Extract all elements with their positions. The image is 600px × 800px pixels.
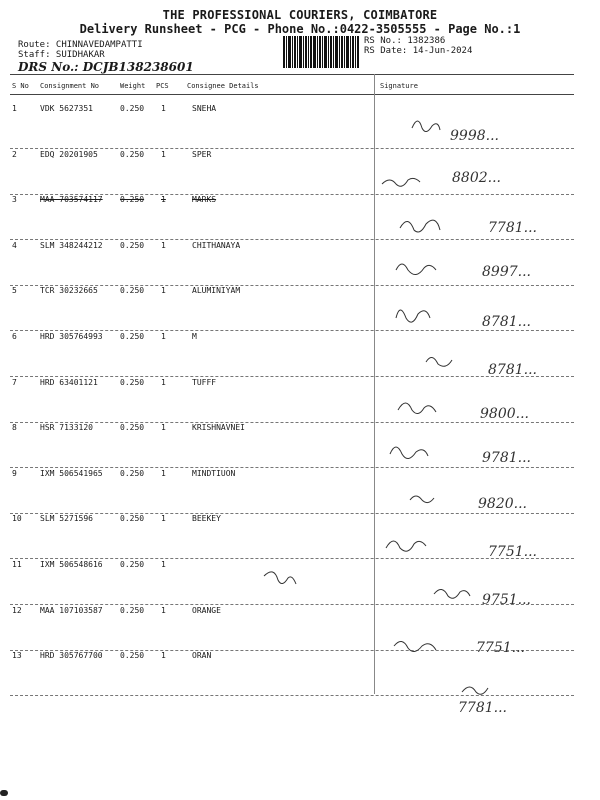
- sig-text-4: 8997...: [482, 264, 531, 280]
- row-weight: 0.250: [120, 377, 145, 387]
- sig-scribble-2: [382, 178, 420, 186]
- row-consignee-details: CHITHANAYA: [192, 240, 241, 250]
- row-weight: 0.250: [120, 560, 145, 569]
- row-pcs: 1: [161, 240, 166, 250]
- row-consignment-no: MAA 107103587: [40, 605, 103, 615]
- sig-scribble-12: [394, 641, 436, 651]
- sig-scribble-1: [412, 121, 440, 132]
- row-consignment-no: HRD 305767700: [40, 651, 103, 661]
- sig-scribble-10: [386, 541, 426, 551]
- route-label: Route: CHINNAVEDAMPATTI: [18, 40, 143, 50]
- sig-scribble-13: [462, 687, 488, 694]
- row-sno: 1: [12, 104, 17, 113]
- row-sno: 8: [12, 423, 17, 433]
- row-consignee-details: MINDTIUON: [192, 468, 236, 478]
- row-pcs: 1: [161, 377, 166, 387]
- row-consignment-no: IXM 506541965: [40, 468, 103, 478]
- row-consignee-details: ORANGE: [192, 605, 221, 615]
- row-sno: 11: [12, 560, 22, 569]
- row-weight: 0.250: [120, 514, 145, 524]
- col-sno-header: S No: [12, 82, 29, 90]
- col-consignment-header: Consignment No: [40, 82, 100, 90]
- row-consignment-no: EDQ 20201905: [40, 149, 98, 159]
- sig-text-2: 8802...: [452, 170, 501, 186]
- row-pcs: 1: [161, 605, 166, 615]
- row-pcs: 1: [161, 104, 166, 113]
- row-weight: 0.250: [120, 149, 145, 159]
- row-weight: 0.250: [120, 104, 145, 113]
- row-consignment-no: HSR 7133120: [40, 423, 93, 433]
- sig-text-5: 8781...: [482, 314, 531, 330]
- row-consignee-details: ALUMINIYAM: [192, 286, 241, 296]
- row-consignment-no: SLM 5271596: [40, 514, 93, 524]
- row-pcs: 1: [161, 195, 166, 205]
- row-weight: 0.250: [120, 651, 145, 661]
- sig-scribble-5: [396, 310, 430, 322]
- sig-scribble-9: [410, 496, 434, 503]
- row-sno: 5: [12, 286, 17, 296]
- row-consignee-details: MARKS: [192, 195, 217, 205]
- row-weight: 0.250: [120, 423, 145, 433]
- row-pcs: 1: [161, 332, 166, 341]
- rs-number: RS No.: 1382386: [364, 36, 446, 46]
- sig-text-1: 9998...: [450, 128, 499, 144]
- sig-text-8: 9781...: [482, 450, 531, 466]
- company-title: THE PROFESSIONAL COURIERS, COIMBATORE: [162, 8, 438, 22]
- row-consignment-no: TCR 30232665: [40, 286, 98, 296]
- row-weight: 0.250: [120, 195, 145, 205]
- sig-text-11: 9751...: [482, 592, 531, 608]
- row-consignee-details: TUFFF: [192, 377, 217, 387]
- row-weight: 0.250: [120, 332, 145, 341]
- rs-date: RS Date: 14-Jun-2024: [364, 46, 473, 56]
- row-sno: 9: [12, 468, 17, 478]
- row-consignment-no: HRD 305764993: [40, 332, 103, 341]
- row-consignee-details: SNEHA: [192, 104, 217, 113]
- row-sno: 3: [12, 195, 17, 205]
- row-weight: 0.250: [120, 468, 145, 478]
- row-pcs: 1: [161, 560, 166, 569]
- row-sno: 10: [12, 514, 22, 524]
- row-pcs: 1: [161, 514, 166, 524]
- col-weight-header: Weight: [120, 82, 146, 90]
- sig-text-10: 7751...: [488, 544, 537, 560]
- staff-label: Staff: SUIDHAKAR: [18, 50, 105, 60]
- row-consignee-details: KRISHNAVNEI: [192, 423, 245, 433]
- row-weight: 0.250: [120, 240, 145, 250]
- row-consignee-details: SPER: [192, 149, 212, 159]
- sig-scribble-7: [398, 403, 436, 414]
- row-sno: 12: [12, 605, 22, 615]
- row-weight: 0.250: [120, 605, 145, 615]
- row-consignment-no: IXM 506548616: [40, 560, 103, 569]
- sig-text-6: 8781...: [488, 362, 537, 378]
- col-signature-header: Signature: [380, 82, 418, 90]
- row-consignee-details: M: [192, 332, 197, 341]
- runsheet-subtitle: Delivery Runsheet - PCG - Phone No.:0422-3505555 - Page No.:1: [79, 22, 521, 36]
- sig-scribble-3: [400, 220, 440, 232]
- row-sno: 2: [12, 149, 17, 159]
- sig-text-7: 9800...: [480, 406, 529, 422]
- sig-text-3: 7781...: [488, 220, 537, 236]
- sig-text-13: 7781...: [458, 700, 507, 716]
- row-consignment-no: SLM 348244212: [40, 240, 103, 250]
- sig-scribble-11a: [264, 572, 296, 584]
- col-pcs-header: PCS: [156, 82, 169, 90]
- row-pcs: 1: [161, 468, 166, 478]
- row-sno: 6: [12, 332, 17, 341]
- row-consignment-no: HRD 63401121: [40, 377, 98, 387]
- col-details-header: Consignee Details: [187, 82, 259, 90]
- row-consignment-no: VDK 5627351: [40, 104, 93, 113]
- row-weight: 0.250: [120, 286, 145, 296]
- sig-scribble-11b: [434, 589, 470, 598]
- row-consignee-details: ORAN: [192, 651, 212, 661]
- sig-text-12: 7751...: [476, 640, 525, 656]
- page-mark: [0, 790, 8, 796]
- drs-number: DRS No.: DCJB138238601: [18, 60, 194, 74]
- sig-scribble-4: [396, 264, 436, 275]
- row-sno: 4: [12, 240, 17, 250]
- row-consignment-no: MAA 703574117: [40, 195, 103, 205]
- sig-text-9: 9820...: [478, 496, 527, 512]
- row-pcs: 1: [161, 651, 166, 661]
- row-pcs: 1: [161, 286, 166, 296]
- sig-scribble-6: [426, 357, 452, 366]
- sig-scribble-8: [390, 447, 428, 459]
- row-consignee-details: BEEKEY: [192, 514, 221, 524]
- row-sno: 13: [12, 651, 22, 661]
- row-pcs: 1: [161, 423, 166, 433]
- row-pcs: 1: [161, 149, 166, 159]
- row-sno: 7: [12, 377, 17, 387]
